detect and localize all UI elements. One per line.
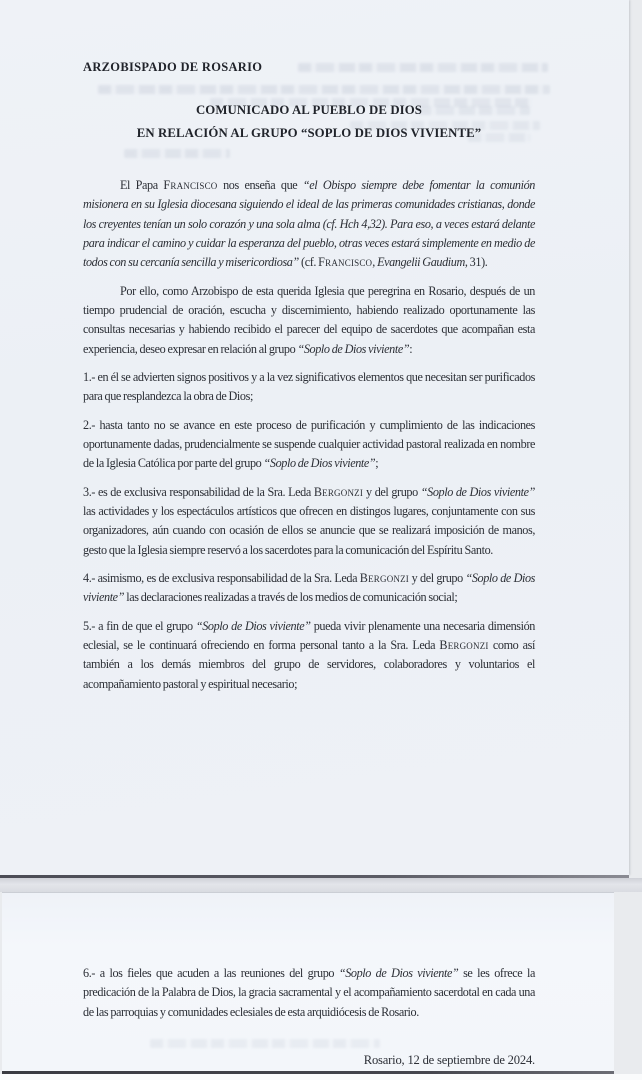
numbered-item-1: 1.- en él se advierten signos positivos y a la vez significativos elementos que necesitan ser purificados para que resplandezca la obra de Dios;	[83, 369, 535, 404]
letterhead-text: ARZOBISPADO DE ROSARIO	[83, 60, 263, 74]
numbered-item-6: 6.- a los fieles que acuden a las reuniones del grupo “Soplo de Dios viviente” se les ofrece la predicación de la Palabra de Dios, la gracia sacramental y el acompañamiento sacerdotal en cada una de las parroquias y comunidades eclesiales de esta arquidiócesis de Rosario.	[83, 966, 535, 1019]
bleedthrough-line	[298, 63, 548, 72]
dateline: Rosario, 12 de septiembre de 2024.	[363, 1053, 535, 1067]
document-title	[83, 99, 535, 146]
numbered-item-5: 5.- a fin de que el grupo “Soplo de Dios viviente” pueda vivir plenamente una necesaria dimensión eclesial, se le continuará ofreciendo en forma personal tanto a la Sra. Leda Bergonzi como así también a los demás miembros del grupo de servidores, colaboradores y voluntarios el acompañamiento pastoral y espiritual necesario;	[83, 618, 536, 691]
title-line-2: EN RELACIÓN AL GRUPO “SOPLO DE DIOS VIVIENTE”	[136, 126, 482, 141]
bleedthrough-line	[98, 85, 550, 94]
bleedthrough-line	[150, 1039, 380, 1048]
numbered-item-4: 4.- asimismo, es de exclusiva responsabilidad de la Sra. Leda Bergonzi y del grupo “Soplo de Dios viviente” las declaraciones realizadas a través de los medios de comunicación social;	[83, 570, 536, 605]
page2-body	[83, 964, 535, 1031]
numbered-item-3: 3.- es de exclusiva responsabilidad de la Sra. Leda Bergonzi y del grupo “Soplo de Dios viviente” las actividades y los espectáculos artísticos que ofrecen en distingos lugares, conjuntamente con sus organizadores, aún cuando con ocasión de ellos se anuncie que se realizará imposición de manos, gesto que la Iglesia siempre reservó a los sacerdotes para la comunicación del Espíritu Santo.	[83, 484, 535, 557]
page-gap	[0, 878, 642, 892]
scanner-background	[0, 1074, 642, 1080]
bleedthrough-line	[124, 149, 230, 158]
numbered-item-2: 2.- hasta tanto no se avance en este proceso de purificación y cumplimiento de las indicaciones oportunamente dadas, prudencialmente se suspende cualquier actividad pastoral realizada en nombre de la Iglesia Católica por parte del grupo “Soplo de Dios viviente”;	[83, 417, 535, 471]
page1-body	[83, 176, 535, 703]
title-line-1: COMUNICADO AL PUEBLO DE DIOS	[195, 103, 423, 117]
intro-decision-paragraph: Por ello, como Arzobispo de esta querida Iglesia que peregrina en Rosario, después de un tiempo prudencial de oración, escucha y discernimiento, habiendo realizado oportunamente las consultas necesarias y habiendo recibido el parecer del equipo de sacerdotes que acompañan esta experiencia, deseo expresar en relación al grupo “Soplo de Dios viviente”:	[83, 283, 535, 356]
intro-teaching-paragraph: El Papa Francisco nos enseña que “el Obispo siempre debe fomentar la comunión misionera en su Iglesia diocesana siguiendo el ideal de las primeras comunidades cristianas, donde los creyentes tenían un solo corazón y una sola alma (cf. Hch 4,32). Para eso, a veces estará delante para indicar el camino y cuidar la esperanza del pueblo, otras veces estará simplemente en medio de todos con su cercanía sencilla y misericordiosa” (cf. Francisco, Evangelii Gaudium, 31).	[83, 178, 535, 270]
